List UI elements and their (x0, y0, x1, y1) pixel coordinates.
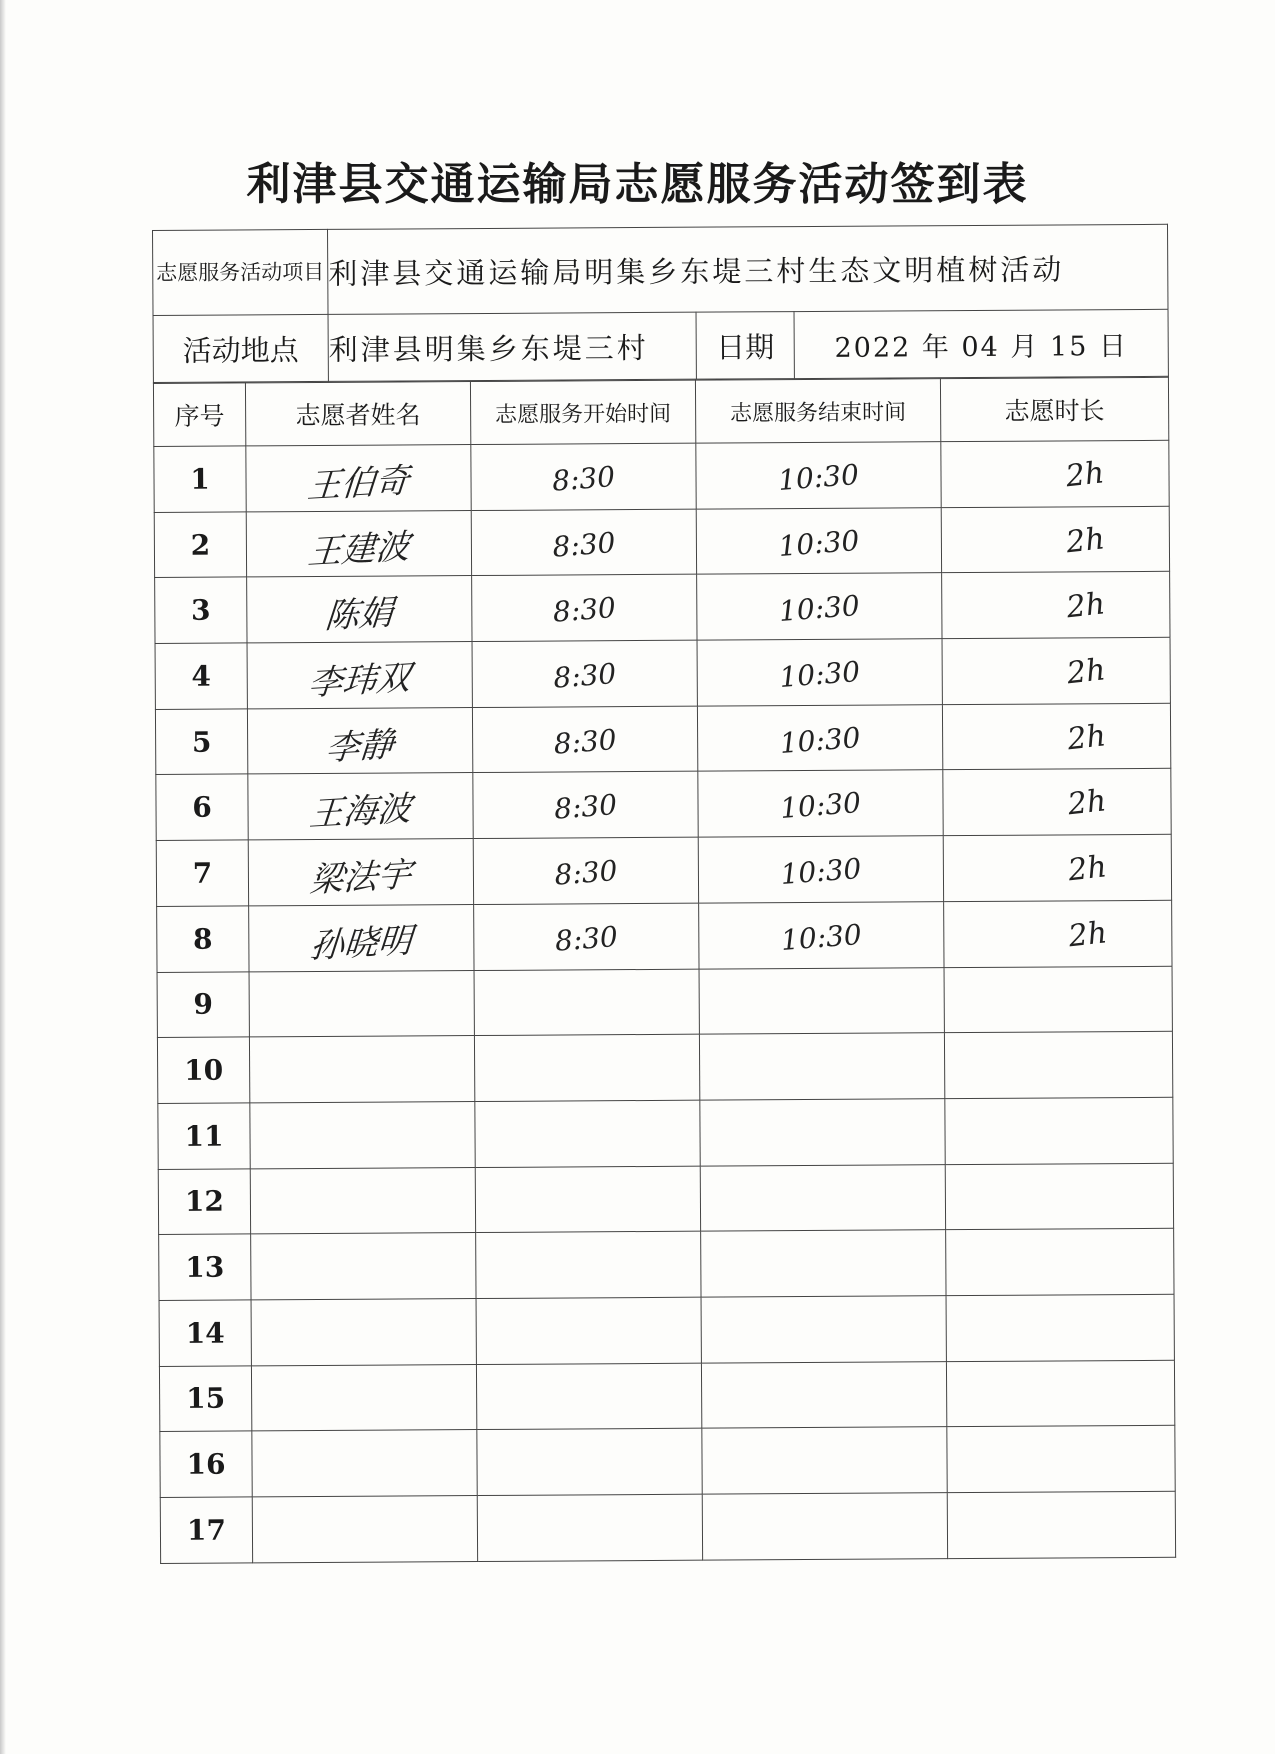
duration (1006, 1105, 1172, 1123)
end-time-cell (701, 1296, 946, 1363)
duration-cell (946, 1294, 1174, 1361)
volunteer-name: 孙晓明 (308, 920, 414, 967)
volunteer-name (253, 1434, 477, 1447)
start-time-cell (475, 1166, 700, 1233)
start-time-cell (476, 1297, 701, 1364)
row-number: 13 (159, 1234, 251, 1300)
start-time (478, 1439, 701, 1456)
start-time (477, 1242, 700, 1259)
start-time (475, 979, 698, 996)
volunteer-name (252, 1303, 476, 1316)
activity-info-table (152, 224, 1169, 383)
col-header-name: 志愿者姓名 (245, 382, 470, 446)
end-time (700, 1043, 943, 1062)
start-time (476, 1176, 699, 1193)
location-label: 活动地点 (153, 314, 328, 382)
duration: 2h (1065, 718, 1108, 758)
table-row (157, 900, 1172, 972)
start-time-cell (474, 969, 699, 1036)
end-time: 10:30 (778, 720, 862, 760)
table-row (159, 1229, 1174, 1301)
end-time: 10:30 (779, 786, 863, 826)
end-time: 10:30 (777, 523, 861, 563)
duration: 2h (1065, 652, 1108, 692)
duration-cell (944, 1031, 1172, 1098)
volunteer-name-cell (246, 510, 471, 577)
end-time: 10:30 (779, 852, 863, 892)
volunteer-name-cell (249, 1036, 474, 1103)
volunteer-name (252, 1369, 476, 1382)
table-row (160, 1491, 1175, 1563)
table-row (157, 966, 1172, 1038)
duration-cell (946, 1229, 1174, 1296)
duration-cell (941, 440, 1169, 507)
volunteer-name (251, 1237, 475, 1250)
start-time-cell (476, 1231, 701, 1298)
start-time: 8:30 (550, 460, 617, 498)
end-time-cell (699, 1033, 944, 1100)
start-time-cell (473, 837, 698, 904)
table-row (156, 834, 1171, 906)
volunteer-name (253, 1500, 477, 1513)
volunteer-name: 李玮双 (306, 657, 412, 704)
duration-cell (942, 703, 1170, 770)
row-number: 15 (159, 1366, 251, 1432)
start-time-cell (475, 1100, 700, 1167)
volunteer-name: 梁法宇 (308, 854, 414, 901)
row-number: 17 (160, 1497, 252, 1563)
start-time-cell (477, 1428, 702, 1495)
duration-cell (942, 637, 1170, 704)
volunteer-name-cell (251, 1233, 476, 1300)
duration: 2h (1064, 520, 1107, 561)
row-number: 4 (155, 643, 247, 709)
end-time (703, 1437, 946, 1456)
duration (1007, 1236, 1173, 1254)
end-time (702, 1306, 945, 1325)
duration (1007, 1302, 1173, 1320)
duration-cell (946, 1360, 1174, 1427)
table-row (158, 1097, 1173, 1169)
volunteer-name: 王海波 (307, 789, 413, 836)
document-title: 利津县交通运输局志愿服务活动签到表 (246, 159, 1029, 210)
end-time-cell (697, 639, 942, 706)
date-value: 2022 年 04 月 15 日 (794, 309, 1168, 378)
end-time (701, 1174, 944, 1193)
row-number: 16 (160, 1431, 252, 1497)
scan-edge-shadow (0, 0, 6, 1754)
duration-cell (947, 1426, 1175, 1493)
col-header-start: 志愿服务开始时间 (470, 380, 695, 444)
end-time-cell (702, 1427, 947, 1494)
end-time-cell (699, 967, 944, 1034)
duration (1005, 974, 1171, 992)
end-time (703, 1503, 946, 1522)
start-time (475, 1045, 698, 1062)
duration-cell (941, 506, 1169, 573)
duration-cell (944, 900, 1172, 967)
col-header-end: 志愿服务结束时间 (695, 379, 940, 443)
duration-cell (943, 769, 1171, 836)
end-time: 10:30 (777, 589, 861, 629)
table-row (154, 506, 1169, 578)
row-number: 6 (156, 774, 248, 840)
volunteer-name-cell (249, 904, 474, 971)
table-row (156, 769, 1171, 841)
table-row (160, 1426, 1175, 1498)
start-time (477, 1308, 700, 1325)
col-header-duration: 志愿时长 (940, 377, 1168, 441)
duration-cell (943, 834, 1171, 901)
end-time (701, 1109, 944, 1128)
volunteer-name-cell (247, 576, 472, 643)
volunteer-name (250, 975, 474, 988)
volunteer-name (250, 1040, 474, 1053)
row-number: 2 (154, 512, 246, 578)
end-time-cell (701, 1361, 946, 1428)
start-time: 8:30 (553, 854, 619, 892)
end-time-cell (698, 770, 943, 837)
end-time-cell (700, 1099, 945, 1166)
start-time-cell (474, 1034, 699, 1101)
location-value: 利津县明集乡东堤三村 (328, 312, 696, 381)
table-row (155, 703, 1170, 775)
volunteer-name-cell (252, 1496, 477, 1563)
end-time-cell (699, 901, 944, 968)
duration-cell (944, 966, 1172, 1033)
row-number: 7 (156, 840, 248, 906)
volunteer-name-cell (251, 1364, 476, 1431)
volunteer-table (153, 377, 1176, 1564)
start-time-cell (474, 903, 699, 970)
volunteer-name-cell (247, 642, 472, 709)
end-time (702, 1240, 945, 1259)
table-row (159, 1360, 1174, 1432)
table-row (155, 572, 1170, 644)
table-row (154, 440, 1169, 512)
start-time-cell (476, 1363, 701, 1430)
duration-cell (945, 1097, 1173, 1164)
volunteer-name: 王伯奇 (305, 460, 411, 507)
start-time-cell (472, 575, 697, 642)
start-time (476, 1111, 699, 1128)
volunteer-name-cell (248, 773, 473, 840)
end-time-cell (696, 507, 941, 574)
start-time-cell (471, 443, 696, 510)
duration (1008, 1499, 1174, 1517)
project-value: 利津县交通运输局明集乡东堤三村生态文明植树活动 (327, 224, 1168, 314)
sign-in-sheet (152, 224, 1175, 1564)
duration-cell (947, 1491, 1175, 1558)
row-number: 12 (158, 1168, 250, 1234)
volunteer-name (251, 1106, 475, 1119)
duration: 2h (1065, 783, 1109, 823)
duration: 2h (1064, 586, 1107, 626)
volunteer-name-cell (250, 1167, 475, 1234)
start-time-cell (472, 706, 697, 773)
table-header-row (153, 377, 1168, 446)
start-time (478, 1505, 701, 1522)
duration: 2h (1063, 455, 1107, 495)
start-time: 8:30 (552, 657, 618, 695)
table-row (159, 1294, 1174, 1366)
start-time: 8:30 (551, 525, 617, 564)
end-time-cell (700, 1164, 945, 1231)
volunteer-name (251, 1172, 475, 1185)
volunteer-name: 王建波 (306, 526, 412, 573)
volunteer-name-cell (248, 839, 473, 906)
duration-cell (945, 1163, 1173, 1230)
end-time (702, 1371, 945, 1390)
volunteer-name: 李静 (324, 724, 396, 769)
end-time: 10:30 (778, 654, 862, 695)
end-time-cell (702, 1493, 947, 1560)
table-row (158, 1163, 1173, 1235)
duration (1006, 1171, 1172, 1189)
end-time-cell (698, 836, 943, 903)
date-label: 日期 (696, 312, 794, 380)
duration (1008, 1433, 1174, 1451)
table-row (155, 637, 1170, 709)
volunteer-name-cell (249, 970, 474, 1037)
end-time-cell (697, 573, 942, 640)
row-number: 11 (158, 1103, 250, 1169)
row-number: 5 (155, 709, 247, 775)
end-time-cell (696, 442, 941, 509)
row-number: 8 (157, 906, 249, 972)
project-label: 志愿服务活动项目 (153, 229, 329, 315)
end-time: 10:30 (779, 917, 863, 957)
volunteer-name-cell (246, 445, 471, 512)
volunteer-name: 陈娟 (323, 593, 395, 638)
end-time (700, 977, 943, 996)
row-number: 9 (157, 971, 249, 1037)
duration: 2h (1066, 915, 1109, 955)
duration: 2h (1066, 849, 1109, 889)
volunteer-name-cell (250, 1101, 475, 1168)
end-time-cell (701, 1230, 946, 1297)
start-time: 8:30 (552, 788, 619, 827)
start-time-cell (472, 640, 697, 707)
row-number: 10 (157, 1037, 249, 1103)
duration (1008, 1368, 1174, 1386)
start-time (477, 1373, 700, 1390)
col-header-no: 序号 (153, 383, 245, 447)
start-time-cell (471, 509, 696, 576)
duration-cell (942, 572, 1170, 639)
start-time: 8:30 (551, 591, 617, 630)
volunteer-name-cell (252, 1430, 477, 1497)
end-time: 10:30 (777, 457, 861, 497)
volunteer-name-cell (251, 1298, 476, 1365)
start-time: 8:30 (553, 919, 619, 958)
start-time: 8:30 (552, 722, 618, 761)
row-number: 14 (159, 1300, 251, 1366)
start-time-cell (477, 1494, 702, 1561)
table-row (157, 1031, 1172, 1103)
row-number: 3 (155, 577, 247, 643)
duration (1006, 1039, 1172, 1057)
end-time-cell (697, 704, 942, 771)
volunteer-name-cell (247, 707, 472, 774)
row-number: 1 (154, 446, 246, 512)
start-time-cell (473, 772, 698, 839)
